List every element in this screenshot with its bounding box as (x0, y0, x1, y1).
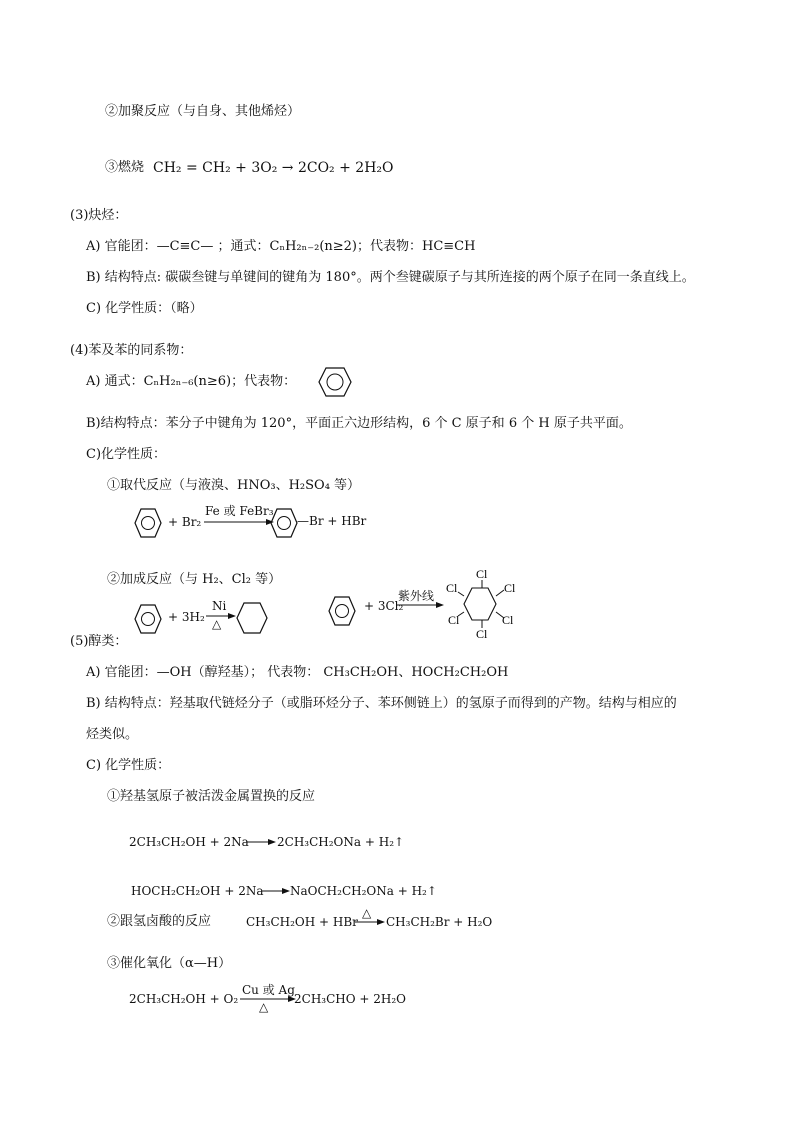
addition-polymerization-line: ②加聚反应（与自身、其他烯烃） (105, 104, 301, 119)
oxidation-products: 2CH₃CHO + 2H₂O (294, 992, 407, 1006)
combustion-equation: CH₂ = CH₂ + 3O₂ → 2CO₂ + 2H₂O (153, 160, 394, 176)
chlorine-atom-label: Cl (448, 613, 460, 627)
alkyne-structure: B) 结构特点: 碳碳叁键与单键间的键角为 180°。两个叁键碳原子与其所连接的两个原子在同一条直线上。 (86, 270, 695, 285)
hbr-products: CH₃CH₂Br + H₂O (386, 915, 493, 929)
heat-symbol: △ (362, 906, 372, 920)
alcohol-functional-group: A) 官能团：—OH（醇羟基）； 代表物： CH₃CH₂OH、HOCH₂CH₂OH (86, 665, 509, 680)
alcohol-structure-line1: B) 结构特点：羟基取代链烃分子（或脂环烃分子、苯环侧链上）的氢原子而得到的产物。结构与相应的 (86, 696, 677, 711)
alcohol-heading: (5)醇类： (70, 634, 128, 649)
alkyne-functional-group: A) 官能团：—C≡C— ；通式：CₙH₂ₙ₋₂(n≥2)；代表物：HC≡CH (86, 239, 476, 254)
nickel-catalyst-label: Ni (212, 599, 227, 613)
addition-heading: ②加成反应（与 H₂、Cl₂ 等） (107, 572, 282, 587)
alkyne-properties: C) 化学性质：（略） (86, 301, 203, 316)
benzene-reactant-icon (328, 596, 356, 626)
cyclohexane-ring-icon (236, 602, 268, 634)
fe-catalyst-label: Fe 或 FeBr₃ (205, 504, 274, 518)
chlorine-atom-label: Cl (504, 581, 516, 595)
reaction-arrow-icon (396, 601, 444, 609)
ethanol-sodium-products: 2CH₃CH₂ONa + H₂↑ (277, 835, 405, 849)
chlorine-atom-label: Cl (446, 581, 458, 595)
chlorine-reagent: + 3Cl₂ (364, 599, 404, 613)
benzene-reactant-icon (134, 508, 162, 538)
alkyne-heading: (3)炔烃： (70, 208, 128, 223)
bromobenzene-product: —Br + HBr (297, 514, 367, 528)
benzene-ring-icon (318, 366, 352, 398)
uv-light-label: 紫外线 (398, 589, 435, 603)
benzene-structure: B)结构特点：苯分子中键角为 120°，平面正六边形结构，6 个 C 原子和 6 个 H 原子共平面。 (86, 416, 632, 431)
glycol-sodium-reactants: HOCH₂CH₂OH + 2Na (131, 884, 264, 898)
heat-symbol: △ (259, 1000, 269, 1014)
reaction-arrow-icon (204, 518, 274, 526)
ethanol-sodium-reactants: 2CH₃CH₂OH + 2Na (129, 835, 249, 849)
benzene-heading: (4)苯及苯的同系物： (70, 343, 193, 358)
chlorine-atom-label: Cl (502, 613, 514, 627)
substitution-heading: ①取代反应（与液溴、HNO₃、H₂SO₄ 等） (107, 478, 361, 493)
combustion-label: ③燃烧 (105, 160, 145, 175)
alcohol-properties: C) 化学性质： (86, 758, 171, 773)
bromobenzene-ring-icon (270, 508, 298, 538)
benzene-properties: C)化学性质： (86, 447, 167, 462)
sodium-reaction-heading: ①羟基氢原子被活泼金属置换的反应 (107, 789, 316, 804)
oxidation-reactants: 2CH₃CH₂OH + O₂ (129, 992, 239, 1006)
benzene-reactant-icon (134, 604, 162, 634)
heat-symbol: △ (212, 617, 222, 631)
chlorine-atom-label: Cl (476, 627, 488, 641)
reaction-arrow-icon (246, 838, 276, 846)
alcohol-structure-line2: 烃类似。 (86, 727, 139, 742)
benzene-general-formula: A) 通式：CₙH₂ₙ₋₆(n≥6)；代表物： (86, 374, 297, 389)
glycol-sodium-products: NaOCH₂CH₂ONa + H₂↑ (290, 884, 437, 898)
hydrohalic-acid-heading: ②跟氢卤酸的反应 (107, 914, 212, 929)
bromine-reagent: + Br₂ (168, 515, 202, 529)
cu-ag-catalyst-label: Cu 或 Ag (242, 983, 295, 997)
hexachlorocyclohexane-structure-icon (440, 568, 520, 640)
chlorine-atom-label: Cl (476, 567, 488, 581)
reaction-arrow-icon (355, 918, 385, 926)
reaction-arrow-icon (262, 887, 290, 895)
hydrogen-reagent: + 3H₂ (168, 610, 205, 624)
hbr-reactants: CH₃CH₂OH + HBr (246, 915, 358, 929)
catalytic-oxidation-heading: ③催化氧化（α—H） (107, 956, 232, 971)
